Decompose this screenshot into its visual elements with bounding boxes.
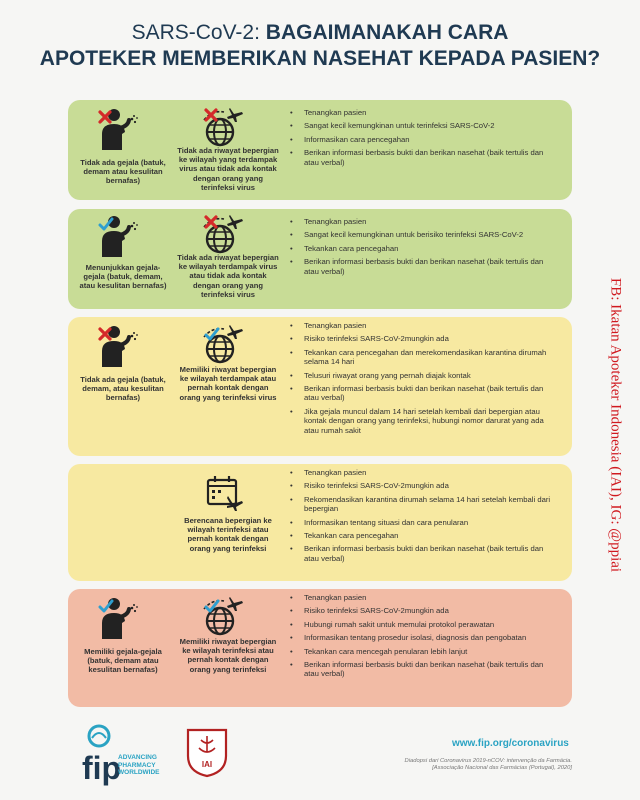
footer-source: Diadopsi dari Coronavirus 2019-nCOV: intervenção da Farmácia. [Associação Nacional das Farmácias (Portugal), 2020] (404, 758, 572, 771)
advice-card-1 (68, 100, 572, 200)
fip-logo-text: fip (82, 750, 122, 786)
list-item: • Tenangkan pasien (290, 321, 560, 330)
travel-text: Tidak ada riwayat bepergian ke wilayah terdampak virus atau tidak ada kontak dengan orang yang terinfeksi virus (177, 253, 279, 299)
no-symptom-person-icon (98, 325, 144, 371)
travel-text: Memiliki riwayat bepergian ke wilayah terinfeksi atau pernah kontak dengan orang yang terinfeksi (179, 637, 277, 674)
advice-card-3 (68, 317, 572, 456)
list-item: • Informasikan cara pencegahan (290, 135, 560, 144)
symptom-text: Memiliki gejala-gejala (batuk, demam atau kesulitan bernafas) (84, 647, 162, 675)
list-item: • Telusuri riwayat orang yang pernah diajak kontak (290, 371, 560, 380)
advice-list (290, 593, 560, 683)
list-item: • Jika gejala muncul dalam 14 hari setelah kembali dari bepergian atau kontak dengan orang yang terinfeksi, hubungi nomor darurat yang ada atau rumah sakit (290, 407, 560, 435)
list-item: • Sangat kecil kemungkinan untuk berisiko terinfeksi SARS-CoV-2 (290, 230, 560, 239)
page-title (0, 20, 640, 72)
list-item: • Risiko terinfeksi SARS-CoV-2mungkin ada (290, 481, 560, 490)
list-item: • Tekankan cara pencegahan (290, 531, 560, 540)
title-bold: BAGAIMANAKAH CARA (265, 21, 509, 44)
symptom-text: Tidak ada gejala (batuk, demam, atau kesulitan bernafas) (80, 375, 166, 403)
advice-list (290, 468, 560, 567)
advice-card-5 (68, 589, 572, 707)
title-line2: APOTEKER MEMBERIKAN NASEHAT KEPADA PASIEN? (39, 47, 601, 70)
fip-tagline-line: WORLDWIDE (118, 769, 160, 776)
list-item: • Informasikan tentang situasi dan cara penularan (290, 518, 560, 527)
list-item: • Risiko terinfeksi SARS-CoV-2mungkin ada (290, 334, 560, 343)
list-item: • Tenangkan pasien (290, 108, 560, 117)
symptom-person-icon (98, 215, 144, 261)
list-item: • Tekankan cara pencegahan (290, 244, 560, 253)
footer-link[interactable]: www.fip.org/coronavirus (452, 738, 569, 749)
list-item: • Rekomendasikan karantina dirumah selama 14 hari setelah kembali dari bepergian (290, 495, 560, 514)
advice-list (290, 108, 560, 171)
iai-logo-icon (184, 726, 230, 778)
title-prefix: SARS-CoV-2: (131, 21, 266, 44)
side-credit (600, 80, 630, 770)
fip-tagline-line: ADVANCING (118, 754, 157, 761)
list-item: • Berikan informasi berbasis bukti dan berikan nasehat (baik tertulis dan atau verbal) (290, 660, 560, 679)
list-item: • Berikan informasi berbasis bukti dan berikan nasehat (baik tertulis dan atau verbal) (290, 148, 560, 167)
symptom-text: Tidak ada gejala (batuk, demam atau kesulitan bernafas) (80, 158, 166, 186)
list-item: • Berikan informasi berbasis bukti dan berikan nasehat (baik tertulis dan atau verbal) (290, 384, 560, 403)
travel-globe-icon (200, 323, 246, 365)
fip-tagline-line: PHARMACY (118, 761, 156, 769)
list-item: • Berikan informasi berbasis bukti dan berikan nasehat (baik tertulis dan atau verbal) (290, 544, 560, 563)
no-symptom-person-icon (98, 108, 144, 154)
list-item: • Risiko terinfeksi SARS-CoV-2mungkin ada (290, 606, 560, 615)
travel-text: Berencana bepergian ke wilayah terinfeksi atau pernah kontak dengan orang yang terinfeksi (184, 516, 272, 553)
no-travel-globe-icon (200, 213, 246, 255)
advice-list (290, 321, 560, 439)
advice-list (290, 217, 560, 280)
travel-text: Memiliki riwayat bepergian ke wilayah terdampak atau pernah kontak dengan orang yang terinfeksi virus (179, 365, 277, 402)
iai-logo-text: IAI (201, 760, 213, 769)
list-item: • Informasikan tentang prosedur isolasi, diagnosis dan pengobatan (290, 633, 560, 642)
side-credit-text: FB: Ikatan Apoteker Indonesia (IAI), IG: @ppiai (607, 277, 624, 573)
list-item: • Sangat kecil kemungkinan untuk terinfeksi SARS-CoV-2 (290, 121, 560, 130)
symptom-text: Menunjukkan gejala-gejala (batuk, demam, atau kesulitan bernafas) (79, 263, 167, 291)
symptom-person-icon (98, 597, 144, 643)
list-item: • Tekankan cara pencegahan dan merekomendasikan karantina dirumah selama 14 hari (290, 348, 560, 367)
list-item: • Tenangkan pasien (290, 217, 560, 226)
travel-globe-icon (200, 595, 246, 637)
fip-tagline (118, 754, 160, 777)
calendar-plane-icon (206, 474, 246, 512)
advice-card-2 (68, 209, 572, 309)
list-item: • Berikan informasi berbasis bukti dan berikan nasehat (baik tertulis dan atau verbal) (290, 257, 560, 276)
no-travel-globe-icon (200, 106, 246, 148)
list-item: • Hubungi rumah sakit untuk memulai protokol perawatan (290, 620, 560, 629)
advice-card-4 (68, 464, 572, 581)
travel-text: Tidak ada riwayat bepergian ke wilayah yang terdampak virus atau tidak ada kontak dengan orang yang terinfeksi virus (177, 146, 279, 192)
list-item: • Tekankan cara mencegah penularan lebih lanjut (290, 647, 560, 656)
list-item: • Tenangkan pasien (290, 593, 560, 602)
list-item: • Tenangkan pasien (290, 468, 560, 477)
fip-logo-icon (84, 724, 114, 752)
